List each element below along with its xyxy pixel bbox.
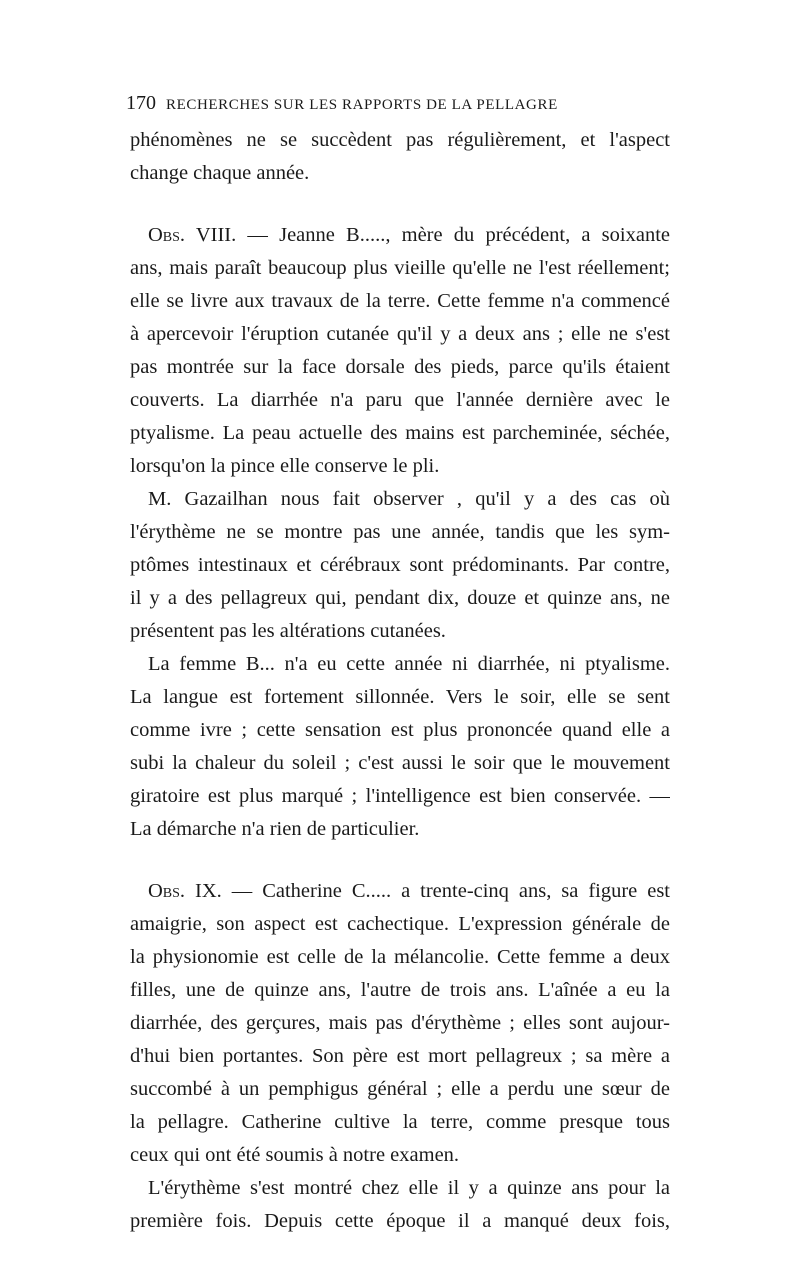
text-line: première fois. Depuis cette époque il a manqué deux fois, xyxy=(130,1210,670,1232)
text-line xyxy=(130,875,670,908)
paragraph xyxy=(130,219,670,483)
paragraph xyxy=(130,875,670,1172)
text-segment: — Jeanne B....., mère du précédent, a soixante xyxy=(236,224,670,246)
text-line: L'érythème s'est montré chez elle il y a quinze ans pour la xyxy=(148,1177,670,1199)
text-line: elle se livre aux travaux de la terre. Cette femme n'a commencé xyxy=(130,290,670,312)
text-line: la pellagre. Catherine cultive la terre, comme presque tous xyxy=(130,1111,670,1133)
text-line: d'hui bien portantes. Son père est mort pellagreux ; sa mère a xyxy=(130,1045,670,1067)
text-line: comme ivre ; cette sensation est plus prononcée quand elle a xyxy=(130,719,670,741)
text-line: La langue est fortement sillonnée. Vers le soir, elle se sent xyxy=(130,686,670,708)
text-line: filles, une de quinze ans, l'autre de trois ans. L'aînée a eu la xyxy=(130,979,670,1001)
text-line: change chaque année. xyxy=(130,162,310,184)
observation-label: Obs. VIII. xyxy=(148,224,237,246)
text-line: ceux qui ont été soumis à notre examen. xyxy=(130,1144,460,1166)
text-line: l'érythème ne se montre pas une année, tandis que les sym- xyxy=(130,521,670,543)
page-number: 170 xyxy=(126,92,156,114)
body-text xyxy=(130,124,670,1238)
running-title: RECHERCHES SUR LES RAPPORTS DE LA PELLAGRE xyxy=(166,97,558,113)
text-line xyxy=(130,219,670,252)
text-line: la physionomie est celle de la mélancolie. Cette femme a deux xyxy=(130,946,670,968)
text-line: subi la chaleur du soleil ; c'est aussi le soir que le mouvement xyxy=(130,752,670,774)
text-line: ptômes intestinaux et cérébraux sont prédominants. Par contre, xyxy=(130,554,670,576)
text-line: lorsqu'on la pince elle conserve le pli. xyxy=(130,455,440,477)
text-line: La démarche n'a rien de particulier. xyxy=(130,818,420,840)
text-line: phénomènes ne se succèdent pas régulièrement, et l'aspect xyxy=(130,129,670,151)
running-header xyxy=(126,92,686,118)
paragraph xyxy=(130,1172,670,1238)
text-line: il y a des pellagreux qui, pendant dix, douze et quinze ans, ne xyxy=(130,587,670,609)
text-line: à apercevoir l'éruption cutanée qu'il y a deux ans ; elle ne s'est xyxy=(130,323,670,345)
text-line: ans, mais paraît beaucoup plus vieille qu'elle ne l'est réellement; xyxy=(130,257,670,279)
text-segment: — Catherine C..... a trente-cinq ans, sa figure est xyxy=(221,880,670,902)
observation-label: Obs. IX. xyxy=(148,880,222,902)
paragraph xyxy=(130,648,670,846)
text-line: succombé à un pemphigus général ; elle a perdu une sœur de xyxy=(130,1078,670,1100)
text-line: présentent pas les altérations cutanées. xyxy=(130,620,446,642)
text-line: La femme B... n'a eu cette année ni diarrhée, ni ptyalisme. xyxy=(148,653,670,675)
text-line: pas montrée sur la face dorsale des pieds, parce qu'ils étaient xyxy=(130,356,670,378)
text-line: couverts. La diarrhée n'a paru que l'année dernière avec le xyxy=(130,389,670,411)
text-line: diarrhée, des gerçures, mais pas d'érythème ; elles sont aujour- xyxy=(130,1012,670,1034)
paragraph xyxy=(130,124,670,190)
text-line: amaigrie, son aspect est cachectique. L'expression générale de xyxy=(130,913,670,935)
text-line: M. Gazailhan nous fait observer , qu'il y a des cas où xyxy=(148,488,670,510)
text-line: ptyalisme. La peau actuelle des mains est parcheminée, séchée, xyxy=(130,422,670,444)
paragraph xyxy=(130,483,670,648)
text-line: giratoire est plus marqué ; l'intelligence est bien conservée. — xyxy=(130,785,670,807)
